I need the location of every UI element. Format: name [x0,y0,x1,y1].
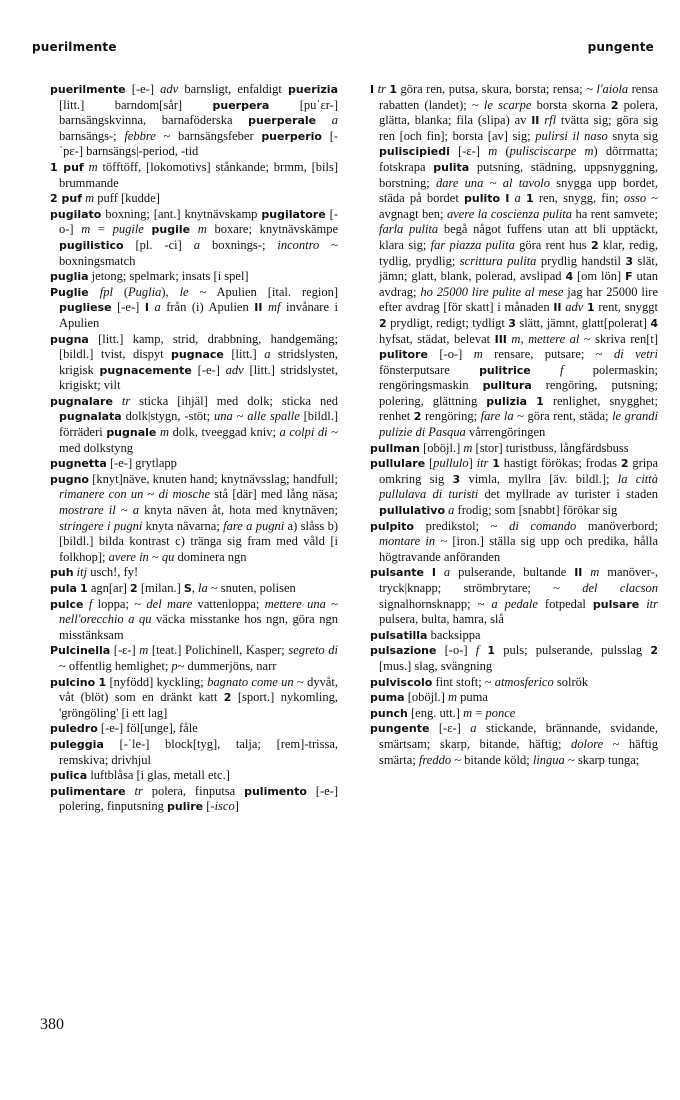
dictionary-entry: pulce f loppa; ~ del mare vattenloppa; mettere una ~ nell'orecchio a qu väcka misstanke hos ngn, göra ngn misstänksam [50,596,339,642]
dictionary-entry: pulcino 1 [nyfödd] kyckling; bagnato come un ~ dyvåt, våt (blöt) som en dränkt katt 2 [sport.] nykomling, 'gröngöling' [i ett lag] [50,674,338,720]
dictionary-entry: pugilato boxning; [ant.] knytnävskamp pugilatore [-o-] m = pugile pugile m boxare; knytnävskämpe pugilistico [pl. -ci] a boxnings-; incontro ~ boxningsmatch [50,206,339,268]
dictionary-entry: pulsazione [-o-] f 1 puls; pulserande, pulsslag 2 [mus.] slag, svängning [370,643,658,673]
dictionary-entry: pungente [-ɛ-] a stickande, brännande, svidande, smärtsam; skarp, bitande, häftig; dolore ~ häftig smärta; freddo ~ bitande köld; lingua ~ skarp tunga; [370,721,658,767]
dictionary-entry: pugno [knyt]näve, knuten hand; knytnävsslag; handfull; rimanere con un ~ di mosche stå [där] med lång näsa; mostrare il ~ a knyta näven åt, hota med knytnäven; stringere i pugni knyta nävarna; fare a pugni a) slåss b) [bildl.] bilda kontrast c) tränga sig fram med våld [i folkhop]; avere in ~ qu dominera ngn [50,471,339,564]
dictionary-entry: puledro [-e-] föl[unge], fåle [50,721,198,736]
guideword-right: pungente [587,40,654,54]
dictionary-entry: pulviscolo fint stoft; ~ atmosferico solrök [370,674,589,689]
dictionary-entry: puh itj usch!, fy! [50,565,139,580]
dictionary-entry: pullman [oböjl.] m [stor] turistbuss, långfärdsbuss [370,440,629,455]
dictionary-entry: puglia jetong; spelmark; insats [i spel] [50,269,249,284]
dictionary-entry: pugnetta [-e-] grytlapp [50,456,177,471]
dictionary-entry: pugna [litt.] kamp, strid, drabbning, handgemäng; [bildl.] tvist, dispyt pugnace [litt.] a stridslysten, krigisk pugnacemente [-e-] adv [litt.] stridslystet, krigiskt; vilt [50,331,338,393]
dictionary-entry: Pulcinella [-ɛ-] m [teat.] Polichinell, Kasper; segreto di ~ offentlig hemlighet; p~ dummerjöns, narr [50,643,338,673]
dictionary-entry: puleggia [-ˈle-] block[tyg], talja; [rem]-trissa, remskiva; drivhjul [50,736,338,767]
dictionary-entry: pula 1 agn[ar] 2 [milan.] S, la ~ snuten, polisen [50,581,296,595]
right-column [370,82,658,768]
dictionary-entry: pugnalare tr sticka [ihjäl] med dolk; sticka ned pugnalata dolk|stygn, -stöt; una ~ alle spalle [bildl.] förräderi pugnale m dolk, tveeggad kniv; a colpi di ~ med dolkstyng [50,393,339,455]
dictionary-entry: punch [eng. utt.] m = ponce [370,705,516,720]
dictionary-entry: puerilmente [-e-] adv barnsligt, enfaldigt puerizia [litt.] barndom[sår] puerpera [puˈɛr-] barnsängskvinna, barnaföderska puerperale a barnsängs-; febbre ~ barnsängsfeber puerperio [-ˈpɛ-] barnsängs|-period, -tid [50,82,339,159]
dictionary-entry: I tr 1 göra ren, putsa, skura, borsta; rensa; ~ l'aiola rensa rabatten (landet); ~ le scarpe borsta skorna 2 polera, glätta, blanka; fila (slipa) av II rfl tvätta sig; göra sig ren [och fin]; borsta [av] sig; pulirsi il naso snyta sig puliscipiedi [-ɛ-] m (pulisciscarpe m) dörrmatta; fotskrapa pulita putsning, städning, uppsnyggning, borstning; dare una ~ al tavolo snygga upp bordet, städa på bordet pulito I a 1 ren, snygg, fin; osso ~ avgnagt ben; avere la coscienza pulita ha rent samvete; farla pulita begå något fuffens utan att bli upptäckt, klara sig; far piazza pulita göra rent hus 2 klar, redig, tydlig, prydlig; scrittura pulita prydlig handstil 3 slät, jämn; glatt, blank, polerad, avslipad 4 [om lön] F utan avdrag; ho 25000 lire pulite al mese jag har 25000 lire efter avdrag [för skatt] i månaden II adv 1 rent, snyggt 2 prydligt, redigt; tydligt 3 slätt, jämnt, glatt[polerat] 4 hyfsat, städat, belevat III m, mettere al ~ skriva ren[t] pulitore [-o-] m rensare, putsare; ~ di vetri fönsterputsare pulitrice f polermaskin; rengöringsmaskin pulitura rengöring, putsning; polering, glättning pulizia 1 renlighet, snygghet; renhet 2 rengöring; fare la ~ göra rent, städa; le grandi pulizie di Pasqua vårrengöringen [370,82,659,440]
guideword-left: puerilmente [32,40,117,54]
dictionary-entry: pulimentare tr polera, finputsa pulimento [-e-] polering, finputsning pulire [-isco] [50,783,339,814]
dictionary-entry: pulpito predikstol; ~ di comando manöverbord; montare in ~ [iron.] ställa sig upp och predika, hålla högtravande anföranden [370,518,659,564]
dictionary-entry: puma [oböjl.] m puma [370,690,488,705]
dictionary-entry: 2 puf m puff [kudde] [50,191,160,206]
dictionary-entry: Puglie fpl (Puglia), le ~ Apulien [ital. region] pugliese [-e-] I a från (i) Apulien II mf invånare i Apulien [50,284,339,330]
page-number: 380 [40,1016,64,1033]
dictionary-entry: pullulare [pullulo] itr 1 hastigt förökas; frodas 2 gripa omkring sig 3 vimla, myllra [äv. bildl.]; la città pullulava di turisti det myllrade av turister i staden pullulativo a frodig; som [snabbt] förökar sig [370,456,659,518]
dictionary-entry: 1 puf m töfftöff, [lokomotivs] stånkande; brmm, [bils] brummande [50,159,338,190]
dictionary-entry: pulsante I a pulserande, bultande II m manöver-, tryck|knapp; strömbrytare; ~ del clacson signalhornsknapp; ~ a pedale fotpedal pulsare itr pulsera, bulta, hamra, slå [370,565,659,627]
dictionary-entry: pulsatilla backsippa [370,627,481,642]
dictionary-entry: pulica luftblåsa [i glas, metall etc.] [50,768,230,783]
left-column [50,82,338,815]
